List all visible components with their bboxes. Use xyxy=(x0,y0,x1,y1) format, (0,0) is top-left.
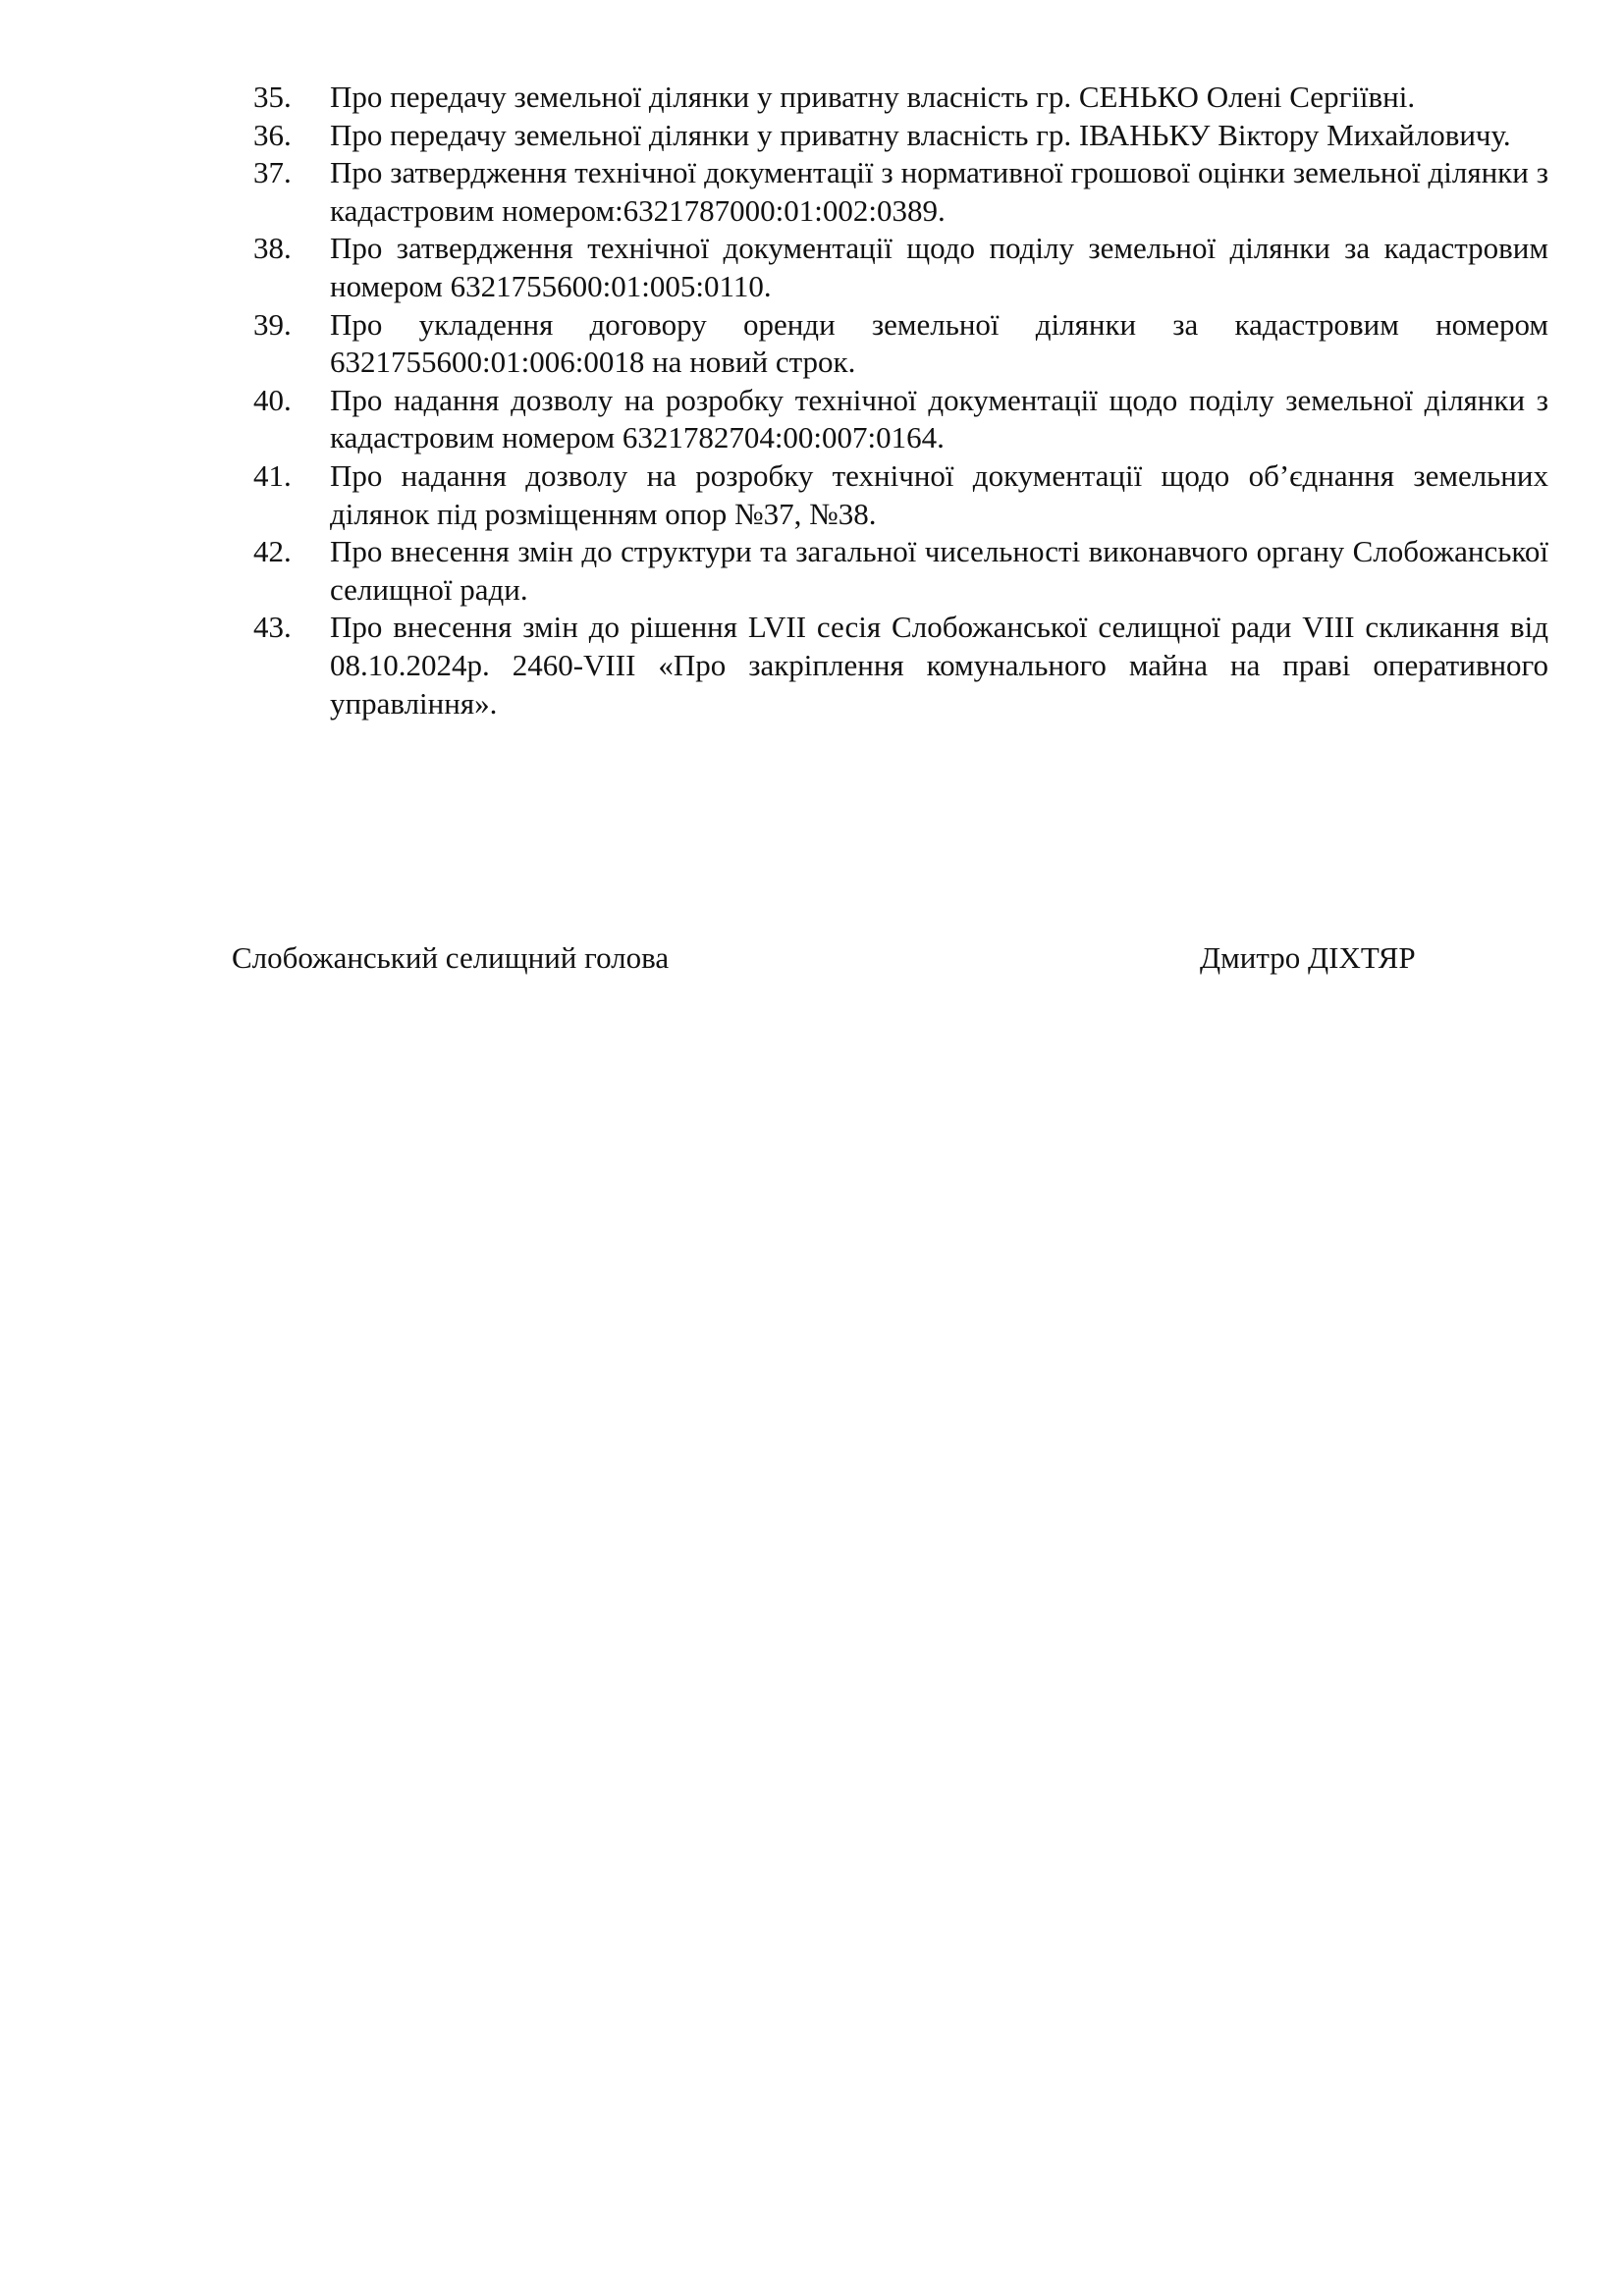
agenda-list xyxy=(0,79,1624,722)
agenda-item-37 xyxy=(0,154,1624,230)
agenda-item-39 xyxy=(0,306,1624,382)
item-number: 39. xyxy=(253,306,292,342)
agenda-item-35 xyxy=(0,79,1624,117)
item-text: Про передачу земельної ділянки у приватну власність гр. СЕНЬКО Олені Сергіївні. xyxy=(330,80,1416,114)
agenda-item-40 xyxy=(0,382,1624,457)
agenda-item-43 xyxy=(0,609,1624,722)
item-text: Про внесення змін до структури та загальної чисельності виконавчого органу Слобожанської селищної ради. xyxy=(330,534,1548,607)
item-text: Про затвердження технічної документації щодо поділу земельної ділянки за кадастровим номером 6321755600:01:005:0110. xyxy=(330,231,1548,303)
item-text: Про затвердження технічної документації з нормативної грошової оцінки земельної ділянки з кадастровим номером:6321787000:01:002:0389. xyxy=(330,155,1548,228)
item-number: 36. xyxy=(253,117,292,152)
item-text: Про надання дозволу на розробку технічної документації щодо поділу земельної ділянки з кадастровим номером 6321782704:00:007:0164. xyxy=(330,382,1548,455)
agenda-item-36 xyxy=(0,117,1624,155)
item-text: Про передачу земельної ділянки у приватну власність гр. ІВАНЬКУ Віктору Михайловичу. xyxy=(330,117,1511,152)
item-text: Про укладення договору оренди земельної ділянки за кадастровим номером 6321755600:01:006:0018 на новий строк. xyxy=(330,306,1548,380)
agenda-item-38 xyxy=(0,230,1624,305)
signatory-name: Дмитро ДІХТЯР xyxy=(1200,940,1416,975)
item-text: Про надання дозволу на розробку технічної документації щодо об’єднання земельних ділянок під розміщенням опор №37, №38. xyxy=(330,457,1548,531)
item-number: 40. xyxy=(253,382,292,417)
item-number: 41. xyxy=(253,457,292,493)
item-number: 43. xyxy=(253,610,292,645)
item-text: Про внесення змін до рішення LVII сесія Слобожанської селищної ради VIII скликання від 08.10.2024р. 2460-VIII «Про закріплення комунального майна на праві оперативного управління». xyxy=(330,610,1548,721)
agenda-item-41 xyxy=(0,457,1624,533)
item-number: 35. xyxy=(253,80,292,114)
item-number: 38. xyxy=(253,231,292,266)
agenda-item-42 xyxy=(0,533,1624,609)
signatory-position: Слобожанський селищний голова xyxy=(232,940,670,975)
item-number: 37. xyxy=(253,155,292,190)
item-number: 42. xyxy=(253,534,292,569)
